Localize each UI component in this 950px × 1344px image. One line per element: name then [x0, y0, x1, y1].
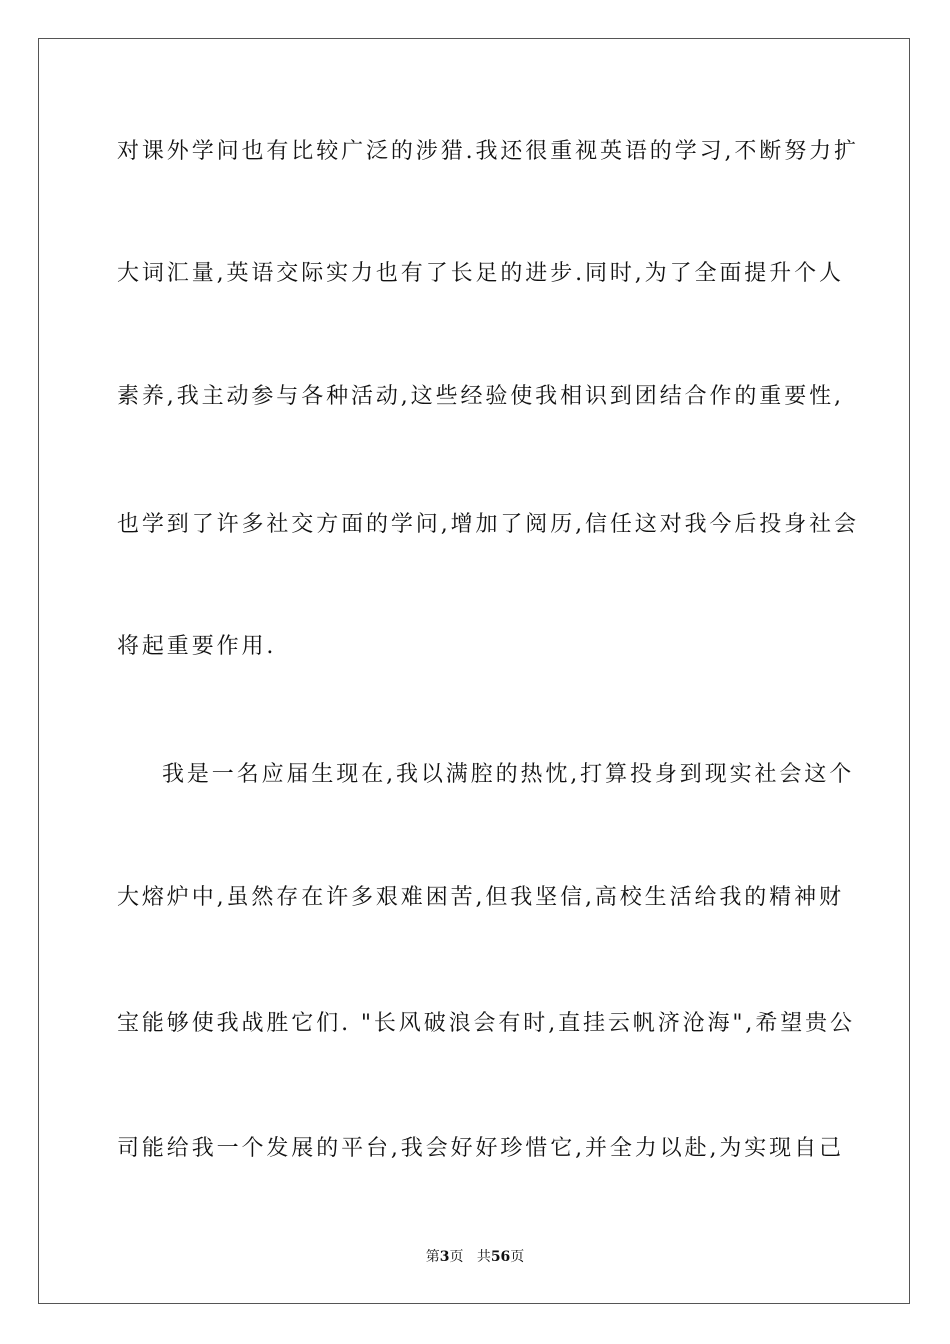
text-line-8: 宝能够使我战胜它们. "长风破浪会有时,直挂云帆济沧海",希望贵公 [117, 1011, 855, 1036]
total-suffix: 页 [510, 1249, 525, 1265]
paragraph-start-line: 我是一名应届生现在,我以满腔的热忱,打算投身到现实社会这个 [162, 762, 855, 787]
text-line-4: 也学到了许多社交方面的学问,增加了阅历,信任这对我今后投身社会 [117, 512, 859, 537]
text-line-3: 素养,我主动参与各种活动,这些经验使我相识到团结合作的重要性, [117, 384, 844, 409]
text-line-2: 大词汇量,英语交际实力也有了长足的进步.同时,为了全面提升个人 [117, 261, 844, 286]
text-line-9: 司能给我一个发展的平台,我会好好珍惜它,并全力以赴,为实现自己 [117, 1136, 844, 1161]
current-page-number: 3 [439, 1249, 450, 1265]
text-line-1: 对课外学问也有比较广泛的涉猎.我还很重视英语的学习,不断努力扩 [117, 139, 859, 164]
total-prefix: 共 [476, 1249, 491, 1265]
total-page-number: 56 [490, 1249, 511, 1265]
page-prefix: 第 [425, 1249, 440, 1265]
page-footer [0, 1248, 950, 1266]
text-line-7: 大熔炉中,虽然存在许多艰难困苦,但我坚信,高校生活给我的精神财 [117, 885, 844, 910]
page-suffix: 页 [449, 1249, 464, 1265]
page-border [38, 38, 910, 1304]
text-line-5: 将起重要作用. [117, 634, 277, 659]
